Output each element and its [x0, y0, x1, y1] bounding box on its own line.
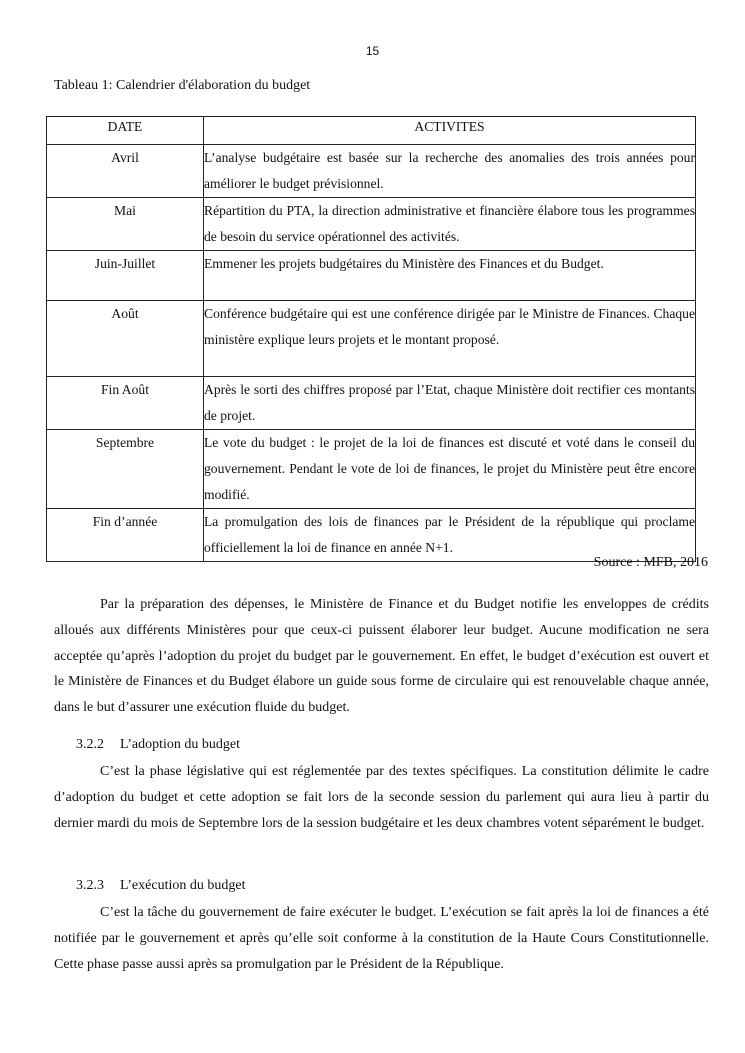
- section-title: L’exécution du budget: [120, 878, 246, 893]
- row-activity: L’analyse budgétaire est basée sur la recherche des anomalies des trois années pour améliorer le budget prévisionnel.: [204, 145, 696, 198]
- table-row: [47, 377, 696, 430]
- row-activity: Emmener les projets budgétaires du Ministère des Finances et du Budget.: [204, 251, 696, 301]
- row-date: Avril: [47, 145, 204, 198]
- table-header-row: [47, 117, 696, 145]
- section-number: 3.2.3: [76, 878, 104, 893]
- row-activity: Après le sorti des chiffres proposé par l’Etat, chaque Ministère doit rectifier ces montants de projet.: [204, 377, 696, 430]
- row-activity: Conférence budgétaire qui est une conférence dirigée par le Ministre de Finances. Chaque ministère explique leurs projets et le montant proposé.: [204, 301, 696, 377]
- row-date: Août: [47, 301, 204, 377]
- table-caption: Tableau 1: Calendrier d'élaboration du budget: [54, 78, 311, 93]
- paragraph-execution: C’est la tâche du gouvernement de faire exécuter le budget. L’exécution se fait après la loi de finances a été notifiée par le gouvernement et après qu’elle soit conforme à la constitution de la Haute Cours Constitutionnelle. Cette phase passe aussi après sa promulgation par le Président de la République.: [54, 905, 709, 972]
- row-activity: La promulgation des lois de finances par le Président de la république qui proclame officiellement la loi de finance en année N+1.: [204, 509, 696, 562]
- table-row: [47, 509, 696, 562]
- section-title: L’adoption du budget: [120, 737, 241, 752]
- paragraph-depenses: Par la préparation des dépenses, le Ministère de Finance et du Budget notifie les enveloppes de crédits alloués aux différents Ministères pour que ceux-ci puissent élaborer leur budget. Aucune modification ne sera acceptée qu’après l’adoption du projet du budget par le gouvernement. En effet, le budget d’exécution est ouvert et le Ministère de Finances et du Budget élabore un guide sous forme de circulaire qui est renouvelable chaque année, dans le but d’assurer une exécution fluide du budget.: [54, 597, 709, 716]
- paragraph-adoption: C’est la phase législative qui est réglementée par des textes spécifiques. La constitution délimite le cadre d’adoption du budget et cette adoption se fait lors de la seconde session du parlement qui aura lieu à partir du dernier mardi du mois de Septembre lors de la session budgétaire et les deux chambres votent séparément le budget.: [54, 764, 709, 831]
- table-row: [47, 301, 696, 377]
- row-date: Fin d’année: [47, 509, 204, 562]
- table-row: [47, 251, 696, 301]
- row-date: Fin Août: [47, 377, 204, 430]
- table-row: [47, 198, 696, 251]
- row-date: Septembre: [47, 430, 204, 509]
- table-source: Source : MFB, 2016: [593, 555, 708, 570]
- table-row: [47, 430, 696, 509]
- row-activity: Le vote du budget : le projet de la loi de finances est discuté et voté dans le conseil du gouvernement. Pendant le vote de loi de finances, le projet du Ministère peut être encore modifié.: [204, 430, 696, 509]
- section-heading-3-2-3: [76, 878, 245, 894]
- budget-calendar-table: [46, 116, 696, 562]
- section-heading-3-2-2: [76, 737, 240, 753]
- row-activity: Répartition du PTA, la direction administrative et financière élabore tous les programmes de besoin du service opérationnel des activités.: [204, 198, 696, 251]
- header-date: DATE: [47, 117, 204, 145]
- page-number: 15: [365, 44, 380, 58]
- table-row: [47, 145, 696, 198]
- row-date: Juin-Juillet: [47, 251, 204, 301]
- header-activities: ACTIVITES: [204, 117, 696, 145]
- section-number: 3.2.2: [76, 737, 104, 752]
- row-date: Mai: [47, 198, 204, 251]
